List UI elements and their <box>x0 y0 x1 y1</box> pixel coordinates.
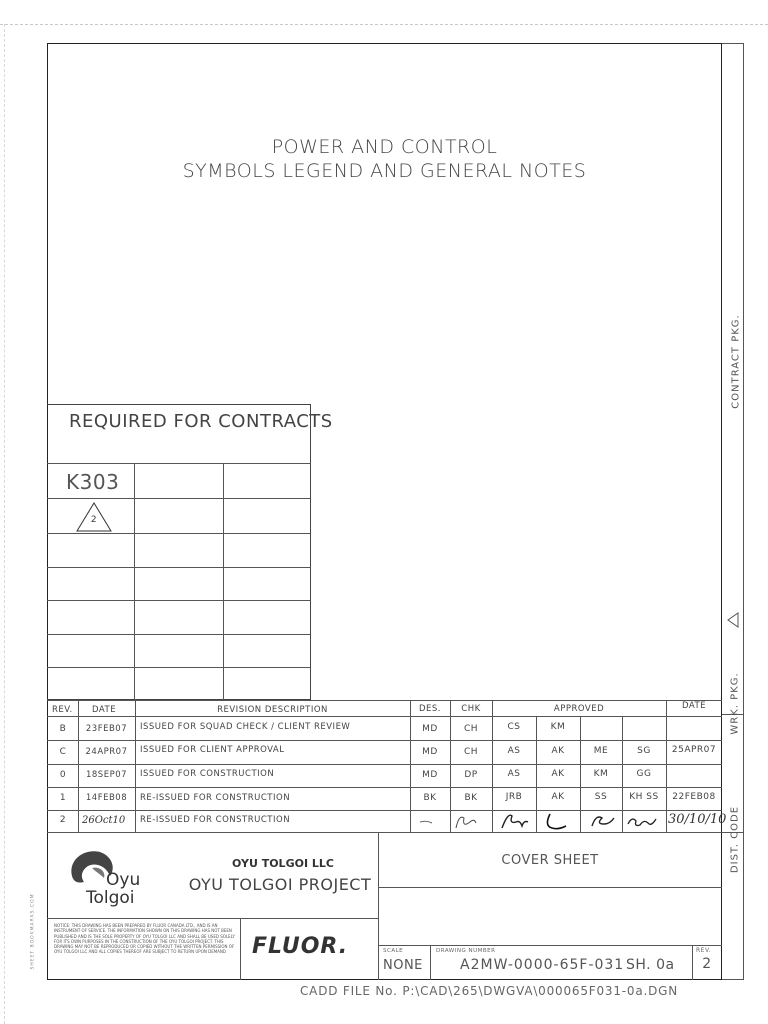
header-description: REVISION DESCRIPTION <box>217 705 328 715</box>
grid-line <box>223 463 224 700</box>
approver-cell: AS <box>507 746 521 756</box>
approver-cell: AK <box>551 746 565 756</box>
grid-line <box>430 945 431 980</box>
grid-line <box>47 740 722 741</box>
grid-line <box>47 667 311 668</box>
description-cell: ISSUED FOR SQUAD CHECK / CLIENT REVIEW <box>140 722 351 732</box>
date-cell: 14FEB08 <box>85 793 128 803</box>
grid-line <box>47 832 722 833</box>
grid-line <box>666 700 667 832</box>
grid-line <box>378 887 722 888</box>
grid-line <box>47 567 311 568</box>
header-chk: CHK <box>461 704 481 714</box>
des-cell: BK <box>423 793 437 803</box>
header-des: DES. <box>418 704 441 714</box>
approver-cell: JRB <box>505 792 523 802</box>
header-rev: REV. <box>52 705 73 715</box>
header-approval-date: DATE <box>681 701 707 711</box>
grid-line <box>47 764 722 765</box>
grid-line <box>134 463 135 700</box>
contract-number: K303 <box>66 470 120 494</box>
grid-line <box>47 463 311 464</box>
rev-cell: 1 <box>59 793 67 803</box>
chk-cell: BK <box>464 793 478 803</box>
approver-cell: GG <box>636 769 652 779</box>
fluor-logo: FLUOR. <box>252 934 349 959</box>
rev-label: REV. <box>696 947 712 954</box>
description-cell: ISSUED FOR CONSTRUCTION <box>140 769 275 779</box>
sheet-edge-left <box>4 24 5 1024</box>
scale-label: SCALE <box>383 948 404 954</box>
approver-cell: AK <box>551 792 565 802</box>
des-cell: MD <box>422 747 438 757</box>
title-line-2: SYMBOLS LEGEND AND GENERAL NOTES <box>182 160 587 182</box>
grid-line <box>47 716 722 717</box>
drawing-number-label: DRAWING NUMBER <box>436 948 496 954</box>
grid-line <box>135 700 136 832</box>
description-cell: ISSUED FOR CLIENT APPROVAL <box>140 745 285 755</box>
grid-line <box>47 600 311 601</box>
rev-cell: B <box>59 724 67 734</box>
rev-cell: C <box>59 747 67 757</box>
date-cell: 26Oct10 <box>82 815 126 826</box>
approver-cell: KM <box>550 722 566 732</box>
grid-line <box>47 634 311 635</box>
approver-cell: CS <box>507 722 521 732</box>
rev-cell: 2 <box>59 815 67 825</box>
side-note: SHEET BOOKMARKS.COM <box>30 893 36 970</box>
approval-date-cell: 22FEB08 <box>672 792 716 802</box>
approval-signatures-icon <box>410 810 666 832</box>
chk-cell: DP <box>464 770 478 780</box>
project-name: OYU TOLGOI PROJECT <box>188 875 372 894</box>
dist-code-label: DIST. CODE <box>729 805 741 874</box>
logo-text-oyu: Oyu <box>106 870 141 890</box>
required-contracts-box <box>47 404 311 700</box>
grid-line <box>78 700 79 832</box>
cadd-file-path: CADD FILE No. P:\CAD\265\DWGVA\000065F031-0a.DGN <box>300 984 679 998</box>
des-cell: MD <box>422 770 438 780</box>
rev-cell: 0 <box>59 770 67 780</box>
date-cell: 18SEP07 <box>85 770 128 780</box>
drawing-number: A2MW-0000-65F-031 <box>460 957 625 973</box>
description-cell: RE-ISSUED FOR CONSTRUCTION <box>140 793 291 803</box>
wrk-pkg-label: WRK. PKG. <box>729 672 741 735</box>
date-cell: 24APR07 <box>85 747 128 757</box>
des-cell: MD <box>422 724 438 734</box>
approval-date-cell: 30/10/10 <box>668 812 727 827</box>
approver-cell: SG <box>637 746 651 756</box>
date-cell: 23FEB07 <box>85 724 128 734</box>
approver-cell: AK <box>551 769 565 779</box>
contract-pkg-label: CONTRACT PKG. <box>730 314 742 409</box>
company-name: OYU TOLGOI LLC <box>232 857 334 870</box>
grid-line <box>47 787 722 788</box>
sheet-number: SH. 0a <box>626 957 675 973</box>
notice-text: NOTICE: THIS DRAWING HAS BEEN PREPARED BY FLUOR CANADA LTD., AND IS AN INSTRUMENT OF SERVICE. THE INFORMATION SHOWN ON THIS DRAWING HAS NOT BEEN PUBLISHED AND IS THE SOLE PROPERTY OF OYU TOLGOI LLC AND SHALL BE USED SOLELY FOR ITS OWN PURPOSES IN THE CONSTRUCTION OF THE OYU TOLGOI PROJECT. THIS DRAWING MAY NOT BE REPRODUCED OR COPIED WITHOUT THE WRITTEN PERMISSION OF OYU TOLGOI LLC AND ALL COPIES THEREOF ARE SUBJECT TO RETURN UPON DEMAND <box>54 923 235 955</box>
approver-cell: ME <box>593 746 609 756</box>
approver-cell: AS <box>507 769 521 779</box>
header-date: DATE <box>92 705 117 715</box>
grid-line <box>47 700 722 701</box>
description-cell: RE-ISSUED FOR CONSTRUCTION <box>140 815 291 825</box>
title-line-1: POWER AND CONTROL <box>271 136 498 158</box>
rev-number: 2 <box>702 956 712 972</box>
grid-line <box>47 498 311 499</box>
grid-line <box>240 918 241 980</box>
grid-line <box>47 918 378 919</box>
approver-cell: SS <box>594 792 608 802</box>
chk-cell: CH <box>463 747 479 757</box>
approver-cell: KH SS <box>629 792 659 802</box>
sheet-title: COVER SHEET <box>501 853 599 868</box>
approval-date-cell: 25APR07 <box>671 745 717 755</box>
header-approved: APPROVED <box>553 704 605 714</box>
sheet-edge-top <box>0 24 768 25</box>
triangle-marker-icon <box>726 612 740 628</box>
approver-cell: KM <box>593 769 609 779</box>
grid-line <box>47 533 311 534</box>
logo-text-tolgoi: Tolgoi <box>86 888 135 908</box>
required-contracts-title: REQUIRED FOR CONTRACTS <box>69 411 333 432</box>
revision-triangle-number: 2 <box>90 515 98 525</box>
chk-cell: CH <box>463 724 479 734</box>
scale-value: NONE <box>383 958 423 973</box>
